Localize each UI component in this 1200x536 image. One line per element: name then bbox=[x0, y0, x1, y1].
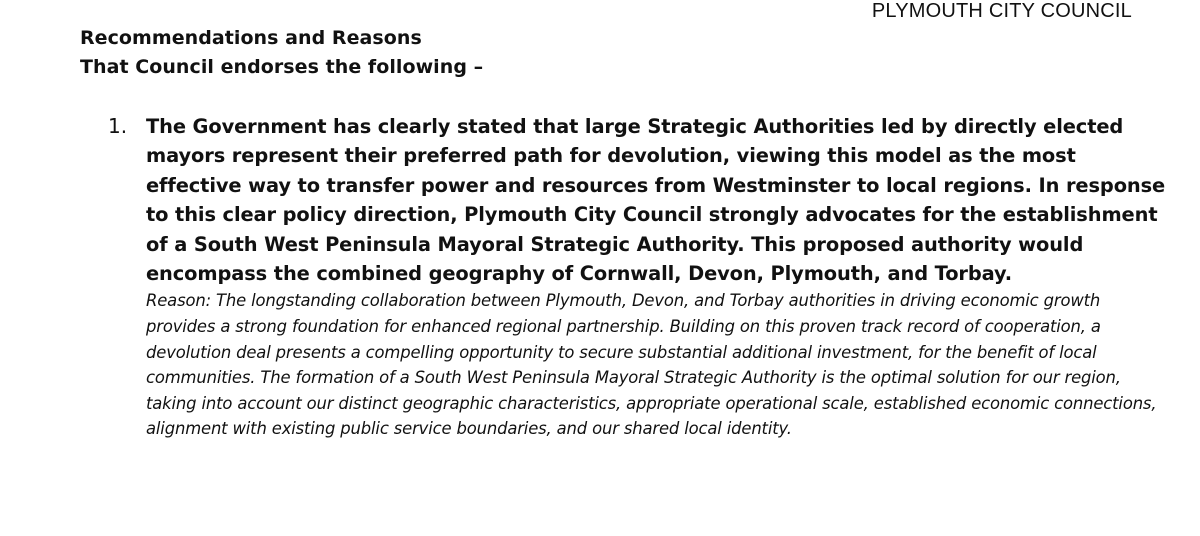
recommendation-reason: Reason: The longstanding collaboration between Plymouth, Devon, and Torbay authorities in driving economic growth provides a strong foundation for enhanced regional partnership. Building on this proven track record of cooperation, a devolution deal presents a compelling opportunity to secure substantial additional investment, for the benefit of local communities. The formation of a South West Peninsula Mayoral Strategic Authority is the optimal solution for our region, taking into account our distinct geographic characteristics, appropriate operational scale, established economic connections, alignment with existing public service boundaries, and our shared local identity. bbox=[146, 291, 1157, 439]
heading-title: Recommendations and Reasons bbox=[80, 27, 422, 49]
recommendation-text: The Government has clearly stated that large Strategic Authorities led by directly elected mayors represent their preferred path for devolution, viewing this model as the most effective way to transfer power and resources from Westminster to local regions. In response to this clear policy direction, Plymouth City Council strongly advocates for the establishment of a South West Peninsula Mayoral Strategic Authority. This proposed authority would encompass the combined geography of Cornwall, Devon, Plymouth, and Torbay. bbox=[146, 115, 1166, 286]
recommendation-number: 1. bbox=[108, 114, 128, 138]
section-heading bbox=[80, 24, 483, 82]
heading-subtitle: That Council endorses the following – bbox=[80, 56, 484, 78]
organisation-name: PLYMOUTH CITY COUNCIL bbox=[871, 0, 1132, 22]
recommendation-item bbox=[108, 112, 1168, 442]
recommendation-list bbox=[108, 112, 1168, 442]
